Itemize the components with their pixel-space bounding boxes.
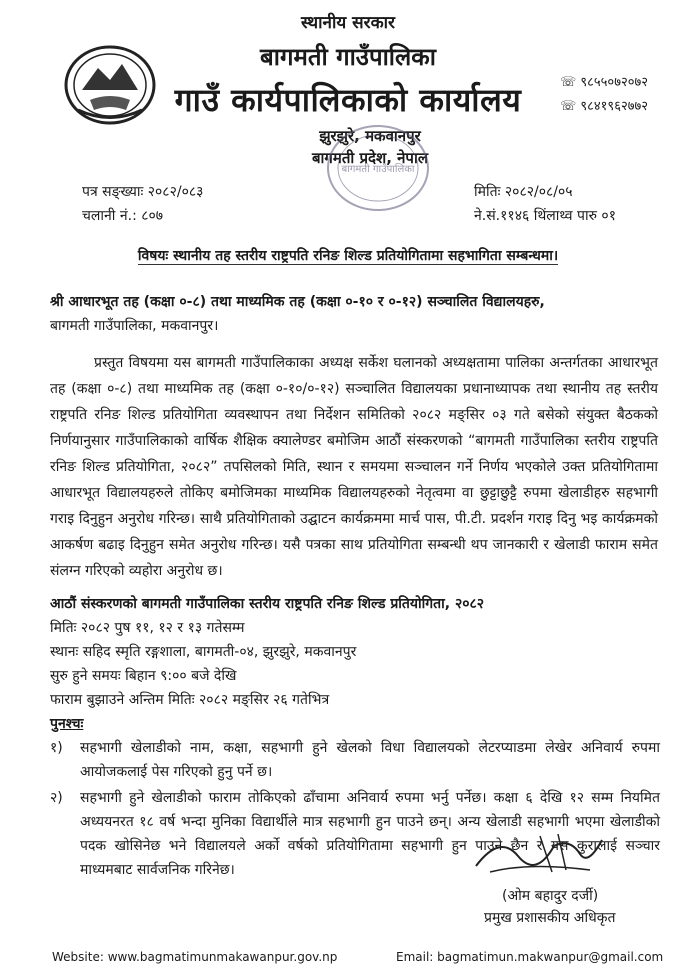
signature-scribble: [470, 826, 610, 882]
event-deadline: फाराम बुझाउने अन्तिम मितिः २०८२ मङ्सिर २६ गतेभित्र: [50, 692, 330, 708]
header-local-government: स्थानीय सरकार: [300, 13, 395, 33]
signatory-name: (ओम बहादुर दर्जी): [502, 888, 599, 904]
note-item: [50, 736, 660, 784]
header-office-name: गाउँ कार्यपालिकाको कार्यालय: [174, 81, 522, 119]
note-number: १): [50, 740, 63, 756]
footer-email[interactable]: Email: bagmatimun.makwanpur@gmail.com: [396, 950, 664, 964]
note-number: २): [50, 790, 63, 806]
office-stamp: [318, 118, 438, 218]
phone-number-2: ☏ ९८४१९६२७७२: [560, 99, 648, 114]
event-title: आठौं संस्करणको बागमती गाउँपालिका स्तरीय राष्ट्रपति रनिङ शिल्ड प्रतियोगिता, २०८२: [50, 596, 485, 612]
subject-text: विषयः स्थानीय तह स्तरीय राष्ट्रपति रनिङ शिल्ड प्रतियोगितामा सहभागिता सम्बन्धमा।: [137, 248, 559, 264]
stamp-text: बागमती गाउँपालिका: [341, 164, 415, 175]
body-text: प्रस्तुत विषयमा यस बागमती गाउँपालिकाका अध्यक्ष सर्केश घलानको अध्यक्षतामा पालिका अन्तर्गतका आधारभूत तह (कक्षा ०-८) तथा माध्यमिक तह (कक्षा ०-१०/०-१२) सञ्चालित विद्यालयका प्रधानाध्यापक तथा स्थानीय तह स्तरीय राष्ट्रपति रनिङ शिल्ड प्रतियोगिता व्यवस्थापन तथा निर्देशन समितिको २०८२ मङ्सिर ०३ गते बसेको संयुक्त बैठकको निर्णयानुसार गाउँपालिकाको वार्षिक शैक्षिक क्यालेण्डर बमोजिम आठौं संस्करणको “बागमती गाउँपालिका स्तरीय राष्ट्रपति रनिङ शिल्ड प्रतियोगिता, २०८२” तपसिलको मिति, स्थान र समयमा सञ्चालन गर्ने निर्णय भएकोले उक्त प्रतियोगितामा आधारभूत विद्यालयहरुले तोकिए बमोजिमका माध्यमिक विद्यालयहरुको नेतृत्वमा वा छुट्टाछुट्टै रुपमा खेलाडीहरु सहभागी गराइ दिनुहुन अनुरोध गरिन्छ। साथै प्रतियोगिताको उद्घाटन कार्यक्रममा मार्च पास, पी.टी. प्रदर्शन गराइ दिनु भइ कार्यक्रमको आकर्षण बढाइ दिनुहुन समेत अनुरोध गरिन्छ। यसै पत्रका साथ प्रतियोगिता सम्बन्धी थप जानकारी र खेलाडी फाराम समेत संलग्न गरिएको व्यहोरा अनुरोध छ।: [50, 355, 658, 579]
postscript-heading: पुनश्चः: [50, 716, 84, 732]
note-text: सहभागी हुने खेलाडीको फाराम तोकिएको ढाँचामा अनिवार्य रुपमा भर्नु पर्नेछ। कक्षा ६ देखि १२ सम्म नियमित अध्ययनरत १८ वर्ष भन्दा मुनिका विद्यार्थीले मात्र सहभागी हुन पाउने छन्। अन्य खेलाडी सहभागी भएमा खेलाडीको पदक खोसिनेछ भने विद्यालयले अर्को वर्षको प्रतियोगितामा सहभागी हुन पाउने छैन र यस कुरालाई सञ्चार माध्यमबाट सार्वजनिक गरिनेछ।: [80, 790, 660, 878]
event-time: सुरु हुने समयः बिहान ९:०० बजे देखि: [50, 668, 237, 684]
footer-website[interactable]: Website: www.bagmatimunmakawanpur.gov.np: [52, 950, 338, 964]
header-address-1: झुरझुरे, मकवानपुर: [319, 127, 421, 145]
body-paragraph: [50, 350, 658, 584]
letter-number: पत्र सङ्ख्याः २०८२/०८३: [82, 184, 204, 200]
signatory-title: प्रमुख प्रशासकीय अधिकृत: [484, 910, 616, 926]
event-date: मितिः २०८२ पुष ११, १२ र १३ गतेसम्म: [50, 620, 245, 636]
letter-date: मितिः २०८२/०८/०५: [474, 184, 573, 200]
header-municipality-name: बागमती गाउँपालिका: [260, 43, 436, 71]
addressee-line-1: श्री आधारभूत तह (कक्षा ०-८) तथा माध्यमिक तह (कक्षा ०-१० र ०-१२) सञ्चालित विद्यालयहरु,: [50, 294, 545, 310]
dispatch-number: चलानी नं.: ८०७: [82, 208, 164, 224]
note-text: सहभागी खेलाडीको नाम, कक्षा, सहभागी हुने खेलको विधा विद्यालयको लेटरप्याडमा लेखेर अनिवार्य रुपमा आयोजकलाई पेस गरिएको हुनु पर्ने छ।: [80, 740, 660, 780]
letter-subject: [0, 246, 696, 265]
phone-number-1: ☏ ९८५५०७२०७२: [560, 75, 648, 90]
event-venue: स्थानः सहिद स्मृति रङ्गशाला, बागमती-०४, झुरझुरे, मकवानपुर: [50, 644, 357, 660]
header-address-2: बागमती प्रदेश, नेपाल: [311, 149, 429, 167]
addressee-line-2: बागमती गाउँपालिका, मकवानपुर।: [50, 318, 219, 334]
nepal-sambat-date: ने.सं.११४६ थिंलाथ्व पारु ०१: [474, 208, 616, 224]
event-details: [50, 592, 660, 712]
